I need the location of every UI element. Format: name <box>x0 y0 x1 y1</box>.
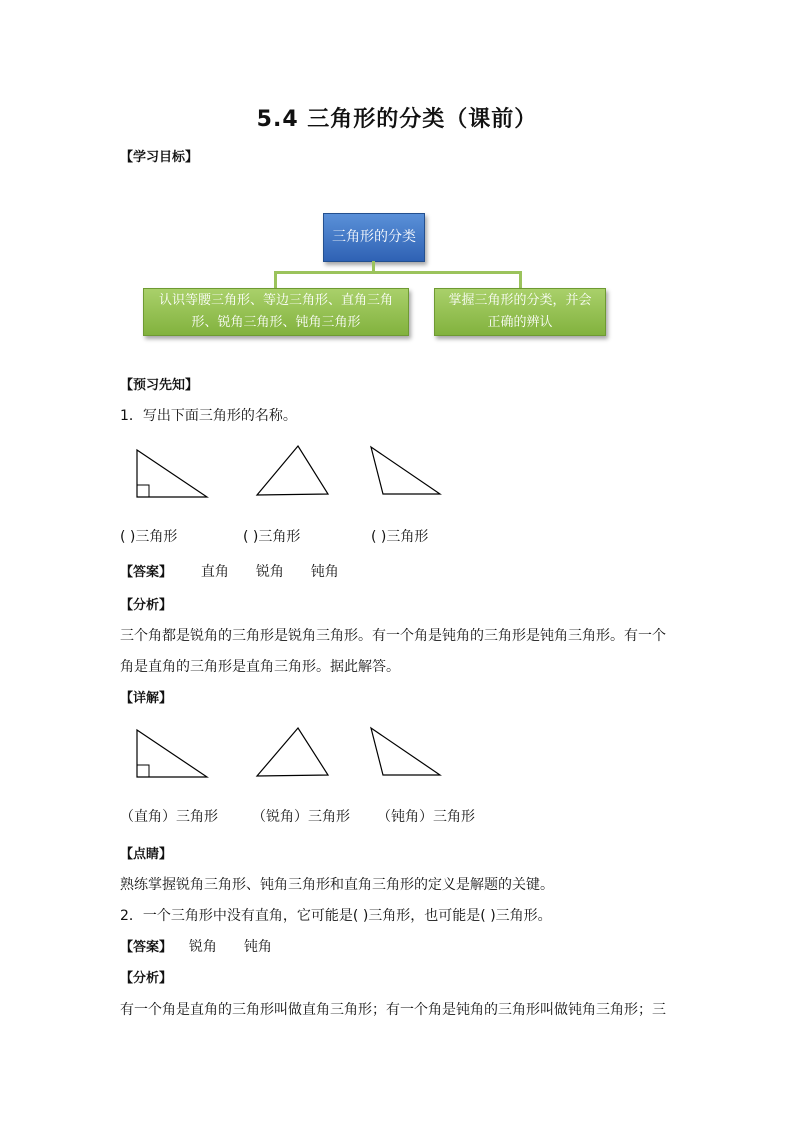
q1-detail-caption-2: （锐角）三角形 <box>252 809 350 825</box>
q2-answer-label: 【答案】 <box>120 940 173 955</box>
q1-blank-1: ( )三角形 <box>120 529 178 545</box>
detail-obtuse-triangle-figure <box>371 728 440 775</box>
q1-answer-3: 钝角 <box>310 564 339 580</box>
q1-analysis-label: 【分析】 <box>120 598 173 613</box>
right-triangle-figure <box>137 450 207 497</box>
q1-tip-label: 【点睛】 <box>120 847 173 862</box>
preview-label: 【预习先知】 <box>120 378 199 393</box>
q1-detail-caption-1: （直角）三角形 <box>120 809 218 825</box>
q1-analysis-line1: 三个角都是锐角的三角形是锐角三角形。有一个角是钝角的三角形是钝角三角形。有一个 <box>120 628 666 644</box>
detail-acute-triangle-figure <box>257 728 328 776</box>
q1-detail-caption-3: （钝角）三角形 <box>377 809 475 825</box>
q1-blank-3: ( )三角形 <box>371 529 429 545</box>
q2-answer-1: 锐角 <box>188 939 217 955</box>
q2-answer-row <box>120 936 272 956</box>
q2-answer-2: 钝角 <box>243 939 272 955</box>
q1-text: 1．写出下面三角形的名称。 <box>120 408 297 424</box>
q2-text: 2．一个三角形中没有直角，它可能是( )三角形，也可能是( )三角形。 <box>120 908 552 924</box>
q1-analysis-line2: 角是直角的三角形是直角三角形。据此解答。 <box>120 659 400 675</box>
detail-right-angle-mark <box>137 765 149 777</box>
q1-answer-2: 锐角 <box>255 564 284 580</box>
q1-answer-label: 【答案】 <box>120 565 173 580</box>
q1-answer-1: 直角 <box>200 564 229 580</box>
right-box-line1: 掌握三角形的分类，并会 <box>448 293 592 308</box>
q2-analysis-line1: 有一个角是直角的三角形叫做直角三角形；有一个角是钝角的三角形叫做钝角三角形；三 <box>120 1002 666 1018</box>
diagram-root-box: 三角形的分类 <box>323 213 425 262</box>
q1-answer-row <box>120 561 339 581</box>
right-angle-mark <box>137 485 149 497</box>
detail-right-triangle-figure <box>137 730 207 777</box>
q1-tip-text: 熟练掌握锐角三角形、钝角三角形和直角三角形的定义是解题的关键。 <box>120 877 554 893</box>
right-box-line2: 正确的辨认 <box>487 315 553 330</box>
left-box-line1: 认识等腰三角形、等边三角形、直角三角 <box>158 293 393 308</box>
q1-blank-2: ( )三角形 <box>243 529 301 545</box>
acute-triangle-figure <box>257 446 328 495</box>
left-box-line2: 形、锐角三角形、钝角三角形 <box>191 315 361 330</box>
learning-goal-label: 【学习目标】 <box>120 150 199 165</box>
q1-detail-label: 【详解】 <box>120 691 173 706</box>
page-title: 5.4 三角形的分类（课前） <box>256 107 538 132</box>
obtuse-triangle-figure <box>371 447 440 494</box>
q2-analysis-label: 【分析】 <box>120 971 173 986</box>
